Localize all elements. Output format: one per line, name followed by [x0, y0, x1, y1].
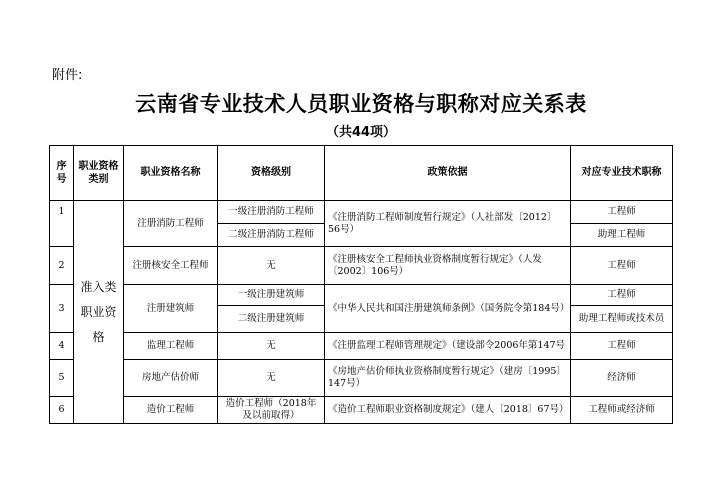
category-cell: 准入类职业资格 [74, 201, 124, 424]
title-correspondence: 助理工程师或技术员 [571, 306, 673, 333]
page-title: 云南省专业技术人员职业资格与职称对应关系表 [135, 92, 587, 116]
policy-basis: 《中华人民共和国注册建筑师条例》（国务院令第184号） [325, 285, 571, 333]
table-row [50, 247, 673, 285]
row-number: 1 [50, 201, 74, 224]
title-correspondence: 工程师 [571, 247, 673, 285]
qualification-level: 无 [218, 333, 325, 360]
row-number: 5 [50, 360, 74, 397]
row-number: 6 [50, 397, 74, 424]
table-header-row [50, 146, 673, 201]
page-subtitle: （共44项） [325, 125, 397, 140]
table-row [50, 285, 673, 306]
policy-basis: 《注册消防工程师制度暂行规定》（人社部发〔2012〕56号） [325, 201, 571, 247]
qualification-name: 监理工程师 [124, 333, 218, 360]
qualification-name: 房地产估价师 [124, 360, 218, 397]
qualification-level: 二级注册消防工程师 [218, 224, 325, 247]
header-no: 序号 [50, 146, 74, 201]
title-correspondence: 工程师 [571, 333, 673, 360]
header-policy: 政策依据 [325, 146, 571, 201]
row-number: 3 [50, 285, 74, 333]
policy-basis: 《注册监理工程师管理规定》（建设部令2006年第147号 [325, 333, 571, 360]
qualification-name: 注册建筑师 [124, 285, 218, 333]
table-row [50, 333, 673, 360]
title-correspondence: 工程师 [571, 201, 673, 224]
row-number: 4 [50, 333, 74, 360]
title-correspondence: 工程师 [571, 285, 673, 306]
title-correspondence: 经济师 [571, 360, 673, 397]
qualification-table [49, 145, 673, 424]
header-qualification-name: 职业资格名称 [124, 146, 218, 201]
policy-basis: 《注册核安全工程师执业资格制度暂行规定》（人发〔2002〕106号） [325, 247, 571, 285]
table-row [50, 201, 673, 224]
row-number: 2 [50, 247, 74, 285]
policy-basis: 《房地产估价师执业资格制度暂行规定》（建房〔1995〕147号） [325, 360, 571, 397]
header-title-correspondence: 对应专业技术职称 [571, 146, 673, 201]
qualification-name: 造价工程师 [124, 397, 218, 424]
policy-basis: 《造价工程师职业资格制度规定》（建人〔2018〕67号） [325, 397, 571, 424]
qualification-name: 注册核安全工程师 [124, 247, 218, 285]
qualification-level: 无 [218, 360, 325, 397]
row-number-blank [50, 224, 74, 247]
table-row [50, 397, 673, 424]
title-correspondence: 助理工程师 [571, 224, 673, 247]
attachment-label: 附件: [52, 68, 83, 83]
qualification-level: 一级注册建筑师 [218, 285, 325, 306]
table-row [50, 360, 673, 397]
qualification-name: 注册消防工程师 [124, 201, 218, 247]
header-category: 职业资格类别 [74, 146, 124, 201]
title-correspondence: 工程师或经济师 [571, 397, 673, 424]
qualification-level: 二级注册建筑师 [218, 306, 325, 333]
qualification-level: 造价工程师（2018年及以前取得） [218, 397, 325, 424]
header-level: 资格级别 [218, 146, 325, 201]
qualification-level: 一级注册消防工程师 [218, 201, 325, 224]
qualification-level: 无 [218, 247, 325, 285]
